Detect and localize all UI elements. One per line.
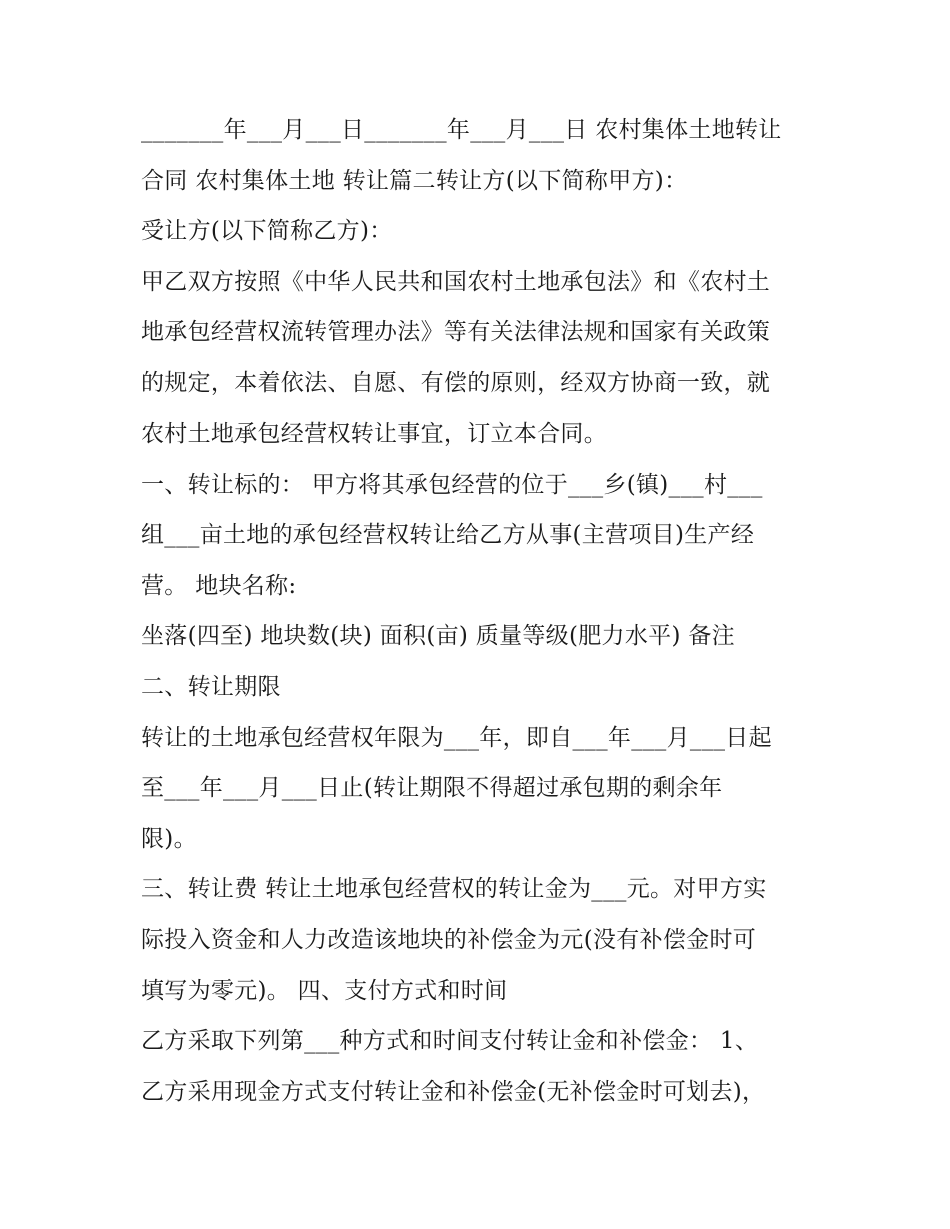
text-line: 转让的土地承包经营权年限为___年，即自___年___月___日起: [141, 725, 772, 751]
text-line: 营。 地块名称:: [141, 573, 297, 599]
text-line: 甲乙双方按照《中华人民共和国农村土地承包法》和《农村土: [141, 269, 771, 295]
text-line: 限)。: [141, 826, 197, 852]
text-line: 受让方(以下简称乙方)：: [141, 218, 393, 244]
text-line: 合同 农村集体土地 转让篇二转让方(以下简称甲方)：: [141, 168, 688, 194]
text-line: 二、转让期限: [141, 674, 281, 700]
text-line: 地承包经营权流转管理办法》等有关法律法规和国家有关政策: [141, 319, 771, 345]
text-line: 农村土地承包经营权转让事宜，订立本合同。: [141, 421, 607, 447]
text-line: 三、转让费 转让土地承包经营权的转让金为___元。对甲方实: [141, 876, 767, 902]
text-line: 乙方采取下列第___种方式和时间支付转让金和补偿金： 1、: [141, 1028, 759, 1054]
text-line: 乙方采用现金方式支付转让金和补偿金(无补偿金时可划去)，: [141, 1079, 766, 1105]
text-line: 坐落(四至) 地块数(块) 面积(亩) 质量等级(肥力水平) 备注: [141, 623, 735, 649]
text-line: 组___亩土地的承包经营权转让给乙方从事(主营项目)生产经: [141, 522, 755, 548]
text-line: 一、转让标的： 甲方将其承包经营的位于___乡(镇)___村___: [141, 472, 763, 498]
text-line: _______年___月___日_______年___月___日 农村集体土地转让: [141, 117, 782, 143]
text-line: 至___年___月___日止(转让期限不得超过承包期的剩余年: [141, 775, 723, 801]
text-line: 填写为零元)。 四、支付方式和时间: [141, 978, 508, 1004]
text-line: 际投入资金和人力改造该地块的补偿金为元(没有补偿金时可: [141, 927, 757, 953]
text-line: 的规定，本着依法、自愿、有偿的原则，经双方协商一致，就: [141, 370, 771, 396]
